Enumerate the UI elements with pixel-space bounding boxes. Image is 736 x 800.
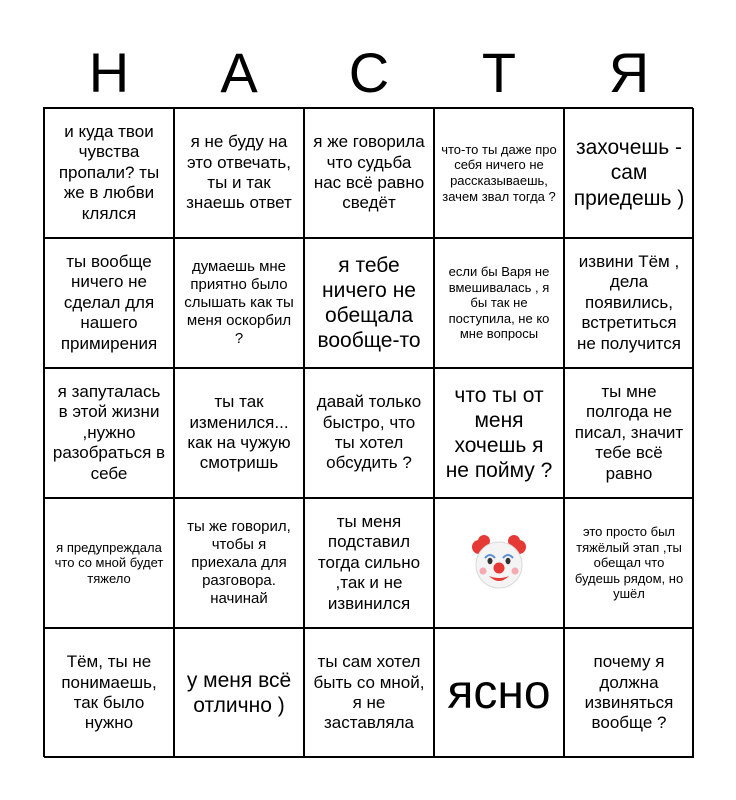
cell-text: я запуталась в этой жизни ,нужно разобраться в себе <box>52 382 166 483</box>
bingo-cell-r1c3[interactable] <box>304 108 434 238</box>
cell-text: и куда твои чувства пропали? ты же в любви клялся <box>58 122 160 223</box>
cell-text: ты меня подставил тогда сильно ,так и не извинился <box>317 512 421 613</box>
cell-text: что ты от меня хочешь я не пойму ? <box>445 383 553 483</box>
bingo-cell-r2c4[interactable] <box>434 238 564 368</box>
bingo-cell-r2c2[interactable] <box>174 238 304 368</box>
header-letter-4: Т <box>481 41 517 104</box>
cell-text: если бы Варя не вмешивалась , я бы так не поступила, не ко мне вопросы <box>448 264 550 342</box>
bingo-cell-r3c2[interactable] <box>174 368 304 498</box>
cell-text: почему я должна извиняться вообще ? <box>584 652 674 733</box>
cell-text: ты сам хотел быть со мной, я не заставляла <box>313 652 425 733</box>
cell-text: ясно <box>447 665 551 719</box>
bingo-cell-r2c3[interactable] <box>304 238 434 368</box>
bingo-cell-r5c1[interactable] <box>44 628 174 758</box>
bingo-grid <box>43 107 693 757</box>
bingo-cell-r5c2[interactable] <box>174 628 304 758</box>
cell-text: у меня всё отлично ) <box>186 668 292 717</box>
cell-text: ты же говорил, чтобы я приехала для разговора. начинай <box>187 518 291 607</box>
cell-text: я предупреждала что со мной будет тяжело <box>54 539 164 586</box>
cell-text: думаешь мне приятно было слышать как ты меня оскорбил ? <box>184 258 294 347</box>
cell-text: ты мне полгода не писал, значит тебе всё равно <box>574 382 684 483</box>
header-letter-1: Н <box>88 41 130 104</box>
bingo-cell-r3c5[interactable] <box>564 368 694 498</box>
clown-face-icon <box>467 531 531 595</box>
bingo-cell-r3c3[interactable] <box>304 368 434 498</box>
cell-text: захочешь - сам приедешь ) <box>573 136 685 210</box>
bingo-cell-r2c5[interactable] <box>564 238 694 368</box>
bingo-cell-r5c3[interactable] <box>304 628 434 758</box>
bingo-cell-r5c4[interactable] <box>434 628 564 758</box>
bingo-cell-r1c2[interactable] <box>174 108 304 238</box>
header-letter-2: А <box>220 41 258 104</box>
cell-text: ты вообще ничего не сделал для нашего примирения <box>60 252 158 353</box>
cell-text: Тём, ты не понимаешь, так было нужно <box>61 652 157 733</box>
bingo-header <box>44 40 694 106</box>
bingo-cell-r5c5[interactable] <box>564 628 694 758</box>
cell-text: я не буду на это отвечать, ты и так знаешь ответ <box>186 132 292 213</box>
cell-text: давай только быстро, что ты хотел обсудить ? <box>316 392 422 473</box>
bingo-cell-r1c1[interactable] <box>44 108 174 238</box>
bingo-cell-r4c2[interactable] <box>174 498 304 628</box>
bingo-cell-r3c1[interactable] <box>44 368 174 498</box>
bingo-cell-r4c5[interactable] <box>564 498 694 628</box>
cell-text: я тебе ничего не обещала вообще-то <box>317 253 421 353</box>
cell-text: извини Тём , дела появились, встретиться не получится <box>577 252 681 353</box>
header-letter-3: С <box>348 41 390 104</box>
cell-text: это просто был тяжёлый этап ,ты обещал что будешь рядом, но ушёл <box>574 524 684 602</box>
bingo-cell-r3c4[interactable] <box>434 368 564 498</box>
bingo-cell-r4c3[interactable] <box>304 498 434 628</box>
cell-text: ты так изменился... как на чужую смотришь <box>187 392 291 473</box>
bingo-cell-r4c1[interactable] <box>44 498 174 628</box>
bingo-cell-r2c1[interactable] <box>44 238 174 368</box>
cell-text: что-то ты даже про себя ничего не рассказываешь, зачем звал тогда ? <box>441 141 557 204</box>
bingo-cell-r1c4[interactable] <box>434 108 564 238</box>
bingo-cell-free-space[interactable] <box>434 498 564 628</box>
bingo-cell-r1c5[interactable] <box>564 108 694 238</box>
cell-text: я же говорила что судьба нас всё равно сведёт <box>313 132 425 213</box>
header-letter-5: Я <box>608 41 650 104</box>
